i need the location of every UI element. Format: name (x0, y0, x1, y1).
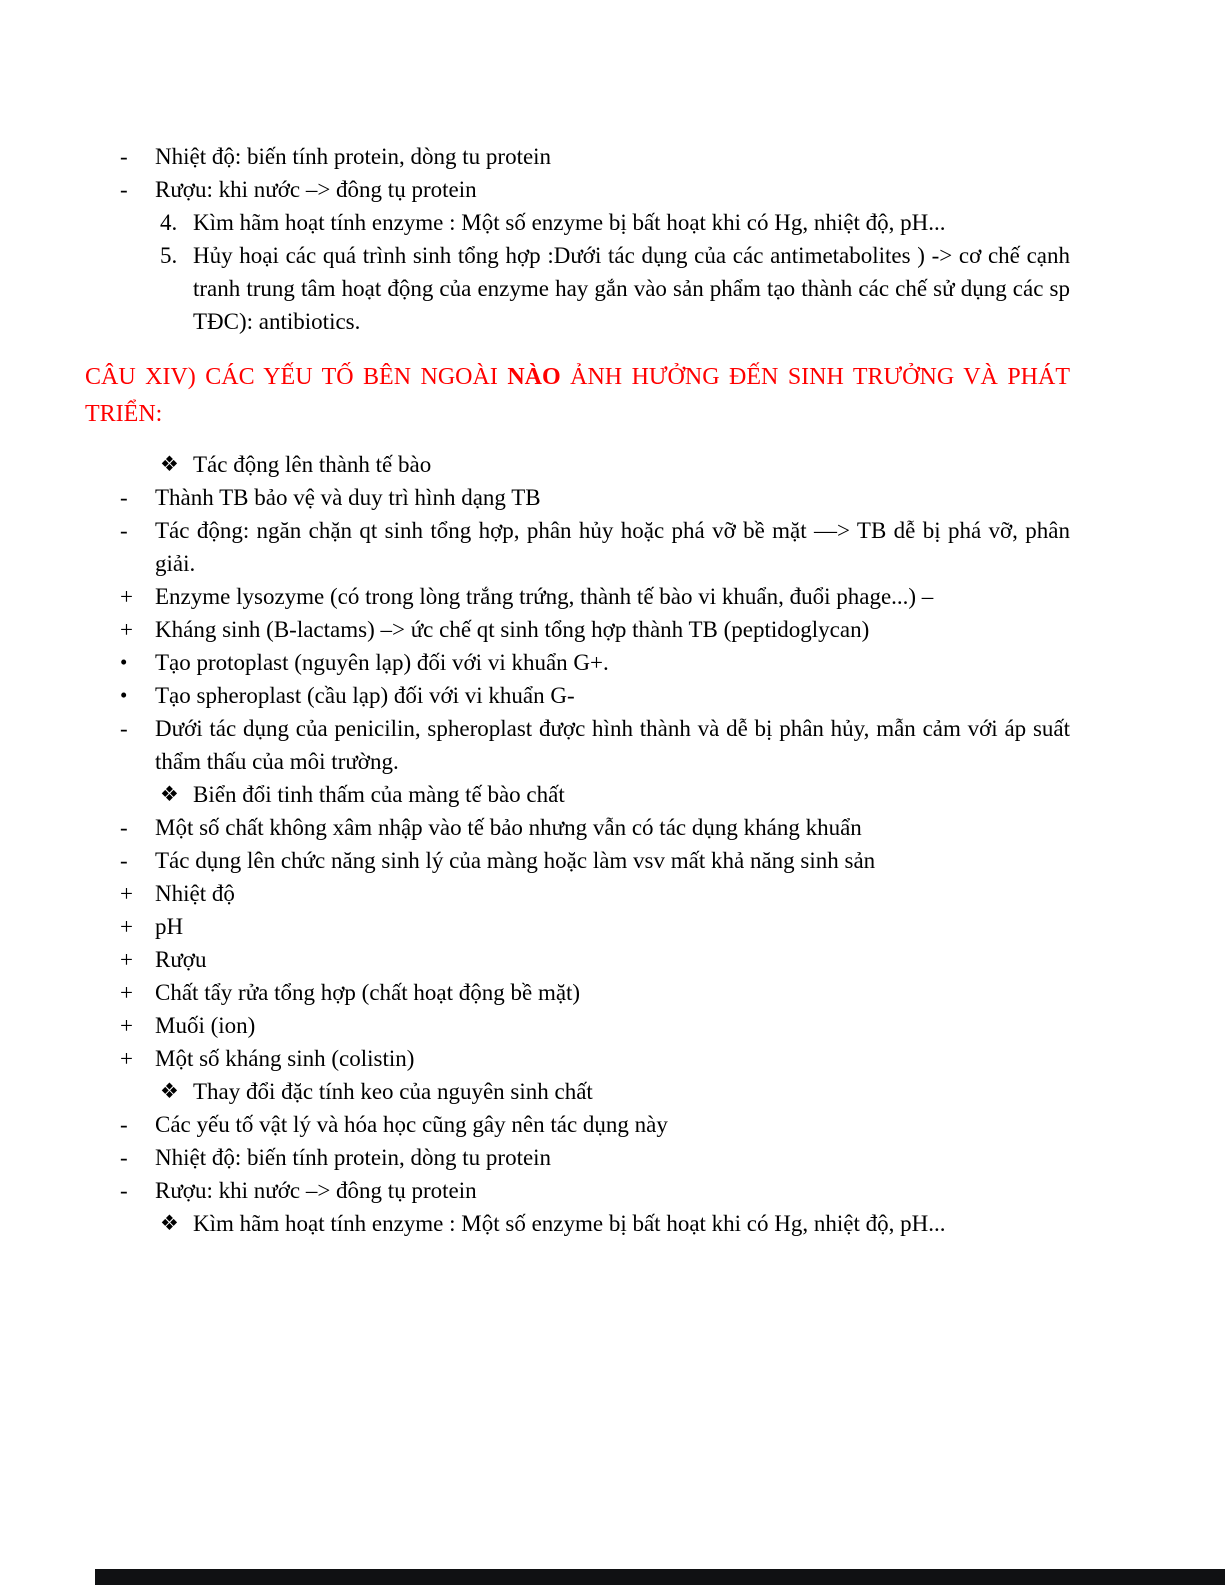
dash-marker: - (120, 1112, 128, 1137)
bullet-marker: • (120, 683, 128, 707)
plus-marker: + (120, 947, 133, 972)
list-item-text: Muối (ion) (155, 1013, 256, 1038)
list-item (85, 811, 1070, 844)
list-item-text: Một số chất không xâm nhập vào tế bảo nhưng vẫn có tác dụng kháng khuẩn (155, 815, 862, 840)
plus-marker: + (120, 914, 133, 939)
heading-segment: CÂU XIV) CÁC YẾU TỐ BÊN NGOÀI (85, 364, 508, 390)
list-item (85, 646, 1070, 679)
diamond-marker: ❖ (160, 452, 179, 476)
list-item (85, 580, 1070, 613)
list-item-text: Enzyme lysozyme (có trong lòng trắng trứng, thành tế bào vi khuẩn, đuổi phage...) – (155, 584, 934, 609)
list-item-text: Biển đổi tinh thấm của màng tế bào chất (193, 782, 565, 807)
diamond-marker: ❖ (160, 782, 179, 806)
plus-marker: + (120, 1013, 133, 1038)
list-item-text: Một số kháng sinh (colistin) (155, 1046, 415, 1071)
list-item (85, 1141, 1070, 1174)
plus-marker: + (120, 980, 133, 1005)
dash-marker: - (120, 1145, 128, 1170)
list-item (85, 1009, 1070, 1042)
list-item (85, 448, 1070, 481)
list-item-text: Rượu: khi nước –> đông tụ protein (155, 177, 477, 202)
list-item-text: pH (155, 914, 184, 939)
list-item (85, 910, 1070, 943)
list-item-text: Tác dụng lên chức năng sinh lý của màng hoặc làm vsv mất khả năng sinh sản (155, 848, 876, 873)
plus-marker: + (120, 881, 133, 906)
bottom-dark-bar (95, 1569, 1225, 1585)
dash-marker: - (120, 485, 128, 510)
dash-marker: - (120, 518, 128, 543)
list-item-text: Tác động: ngăn chặn qt sinh tổng hợp, phân hủy hoặc phá vỡ bề mặt —> TB dễ bị phá vỡ, phân giải. (155, 518, 1070, 576)
document-content (85, 140, 1070, 1240)
plus-marker: + (120, 617, 133, 642)
list-item (85, 778, 1070, 811)
num-marker: 5. (160, 243, 178, 268)
list-item-text: Các yếu tố vật lý và hóa học cũng gây nên tác dụng này (155, 1112, 668, 1137)
list-item-text: Kháng sinh (B-lactams) –> ức chế qt sinh tổng hợp thành TB (peptidoglycan) (155, 617, 870, 642)
list-item (85, 613, 1070, 646)
list-item-text: Hủy hoại các quá trình sinh tổng hợp :Dưới tác dụng của các antimetabolites ) -> cơ chế cạnh tranh trung tâm hoạt động của enzyme hay gắn vào sản phẩm tạo thành các chế sử dụng các sp TĐC): antibiotics. (193, 243, 1070, 334)
list-item-text: Dưới tác dụng của penicilin, spheroplast được hình thành và dễ bị phân hủy, mẫn cảm với áp suất thẩm thấu của môi trường. (155, 716, 1070, 774)
list-item (85, 976, 1070, 1009)
heading-segment: ẢNH HƯỞNG ĐẾN SINH TRƯỞNG VÀ PHÁT TRIỂN: (85, 364, 1071, 427)
dash-marker: - (120, 716, 128, 741)
list-item (85, 1075, 1070, 1108)
dash-marker: - (120, 815, 128, 840)
list-item (85, 679, 1070, 712)
dash-marker: - (120, 1178, 128, 1203)
bullet-marker: • (120, 650, 128, 674)
list-item-text: Rượu: khi nước –> đông tụ protein (155, 1178, 477, 1203)
list-item (85, 481, 1070, 514)
list-item-text: Nhiệt độ: biến tính protein, dòng tu protein (155, 144, 552, 169)
list-item-text: Tạo protoplast (nguyên lạp) đối với vi khuẩn G+. (155, 650, 609, 675)
plus-marker: + (120, 584, 133, 609)
list-item (85, 844, 1070, 877)
list-item (85, 1108, 1070, 1141)
list-item-text: Kìm hãm hoạt tính enzyme : Một số enzyme bị bất hoạt khi có Hg, nhiệt độ, pH... (193, 210, 946, 235)
diamond-marker: ❖ (160, 1079, 179, 1103)
list-item-text: Rượu (155, 947, 207, 972)
list-item (85, 239, 1070, 338)
list-item (85, 1042, 1070, 1075)
list-item-text: Tạo spheroplast (cầu lạp) đối với vi khuẩn G- (155, 683, 575, 708)
list-item (85, 206, 1070, 239)
num-marker: 4. (160, 210, 178, 235)
list-item-text: Nhiệt độ: biến tính protein, dòng tu protein (155, 1145, 552, 1170)
list-item (85, 173, 1070, 206)
dash-marker: - (120, 848, 128, 873)
list-item-text: Thành TB bảo vệ và duy trì hình dạng TB (155, 485, 541, 510)
list-top (85, 140, 1070, 338)
list-item-text: Thay đổi đặc tính keo của nguyên sinh chất (193, 1079, 593, 1104)
list-item (85, 514, 1070, 580)
list-item-text: Tác động lên thành tế bào (193, 452, 432, 477)
list-item (85, 877, 1070, 910)
list-item (85, 943, 1070, 976)
list-item-text: Chất tẩy rửa tổng hợp (chất hoạt động bề mặt) (155, 980, 581, 1005)
section-heading (85, 359, 1070, 433)
list-item (85, 140, 1070, 173)
plus-marker: + (120, 1046, 133, 1071)
heading-segment: NÀO (507, 364, 561, 390)
dash-marker: - (120, 177, 128, 202)
list-main (85, 448, 1070, 1240)
dash-marker: - (120, 144, 128, 169)
list-item-text: Nhiệt độ (155, 881, 235, 906)
list-item-text: Kìm hãm hoạt tính enzyme : Một số enzyme bị bất hoạt khi có Hg, nhiệt độ, pH... (193, 1211, 946, 1236)
list-item (85, 1207, 1070, 1240)
list-item (85, 1174, 1070, 1207)
diamond-marker: ❖ (160, 1211, 179, 1235)
list-item (85, 712, 1070, 778)
